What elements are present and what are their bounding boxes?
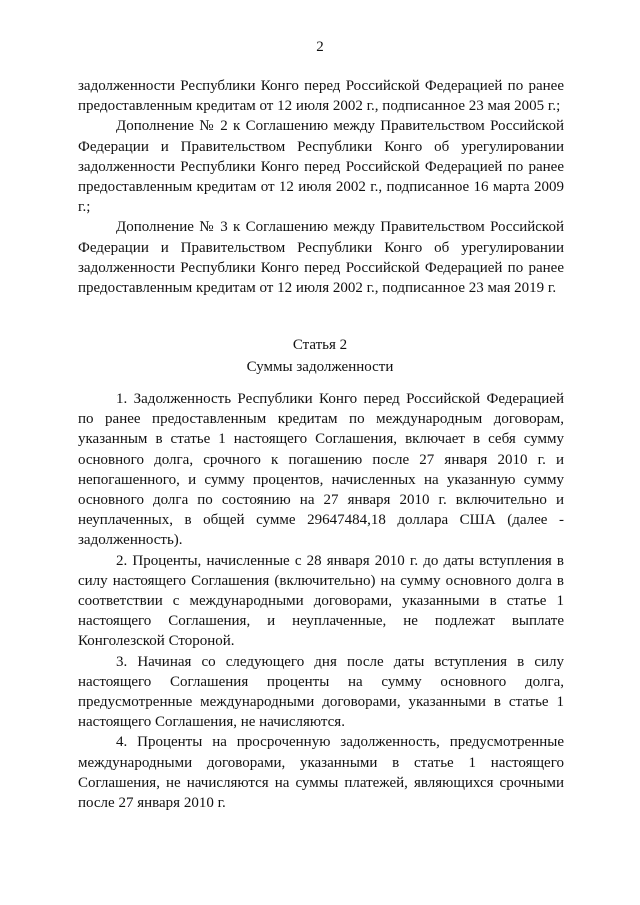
paragraph-clause-3: 3. Начиная со следующего дня после даты вступления в силу настоящего Соглашения проценты на сумму основного долга, предусмотренные международными договорами, указанными в статье 1 настоящего Соглашения, не начисляются. — [78, 653, 564, 731]
paragraph-supplement-2: Дополнение № 2 к Соглашению между Правительством Российской Федерации и Правительством Республики Конго об урегулировании задолженности Республики Конго перед Российской Федерацией по ранее предоставленным кредитам от 12 июля 2002 г., подписанное 16 марта 2009 г.; — [78, 118, 564, 216]
paragraph-supplement-3: Дополнение № 3 к Соглашению между Правительством Российской Федерации и Правительством Республики Конго об урегулировании задолженности Республики Конго перед Российской Федерацией по ранее предоставленным кредитам от 12 июля 2002 г., подписанное 23 мая 2019 г. — [78, 219, 564, 297]
article-title: Суммы задолженности — [246, 359, 394, 375]
paragraph-continuation: задолженности Республики Конго перед Российской Федерацией по ранее предоставленным кредитам от 12 июля 2002 г., подписанное 23 мая 2005 г.; — [78, 78, 564, 115]
paragraph-clause-2: 2. Проценты, начисленные с 28 января 2010 г. до даты вступления в силу настоящего Соглашения (включительно) на сумму основного долга в соответствии с международными договорами, указанными в статье 1 настоящего Соглашения, и неуплаченные, не подлежат выплате Конголезской Стороной. — [78, 552, 564, 650]
article-2-paragraphs — [78, 389, 564, 813]
page-number: 2 — [316, 39, 324, 55]
continuation-paragraphs — [78, 76, 564, 298]
article-number: Статья 2 — [292, 337, 348, 353]
paragraph-clause-4: 4. Проценты на просроченную задолженность, предусмотренные международными договорами, указанными в статье 1 настоящего Соглашения, не начисляются на суммы платежей, являющихся срочными после 27 января 2010 г. — [78, 734, 564, 812]
paragraph-clause-1: 1. Задолженность Республики Конго перед Российской Федерацией по ранее предоставленным кредитам по международным договорам, указанным в статье 1 настоящего Соглашения, включает в себя сумму основного долга, срочного к погашению после 27 января 2010 г. и непогашенного, и сумму процентов, начисленных на указанную сумму основного долга по состоянию на 27 января 2010 г. включительно и неуплаченных, в общей сумме 29647484,18 доллара США (далее - задолженность). — [78, 391, 564, 549]
